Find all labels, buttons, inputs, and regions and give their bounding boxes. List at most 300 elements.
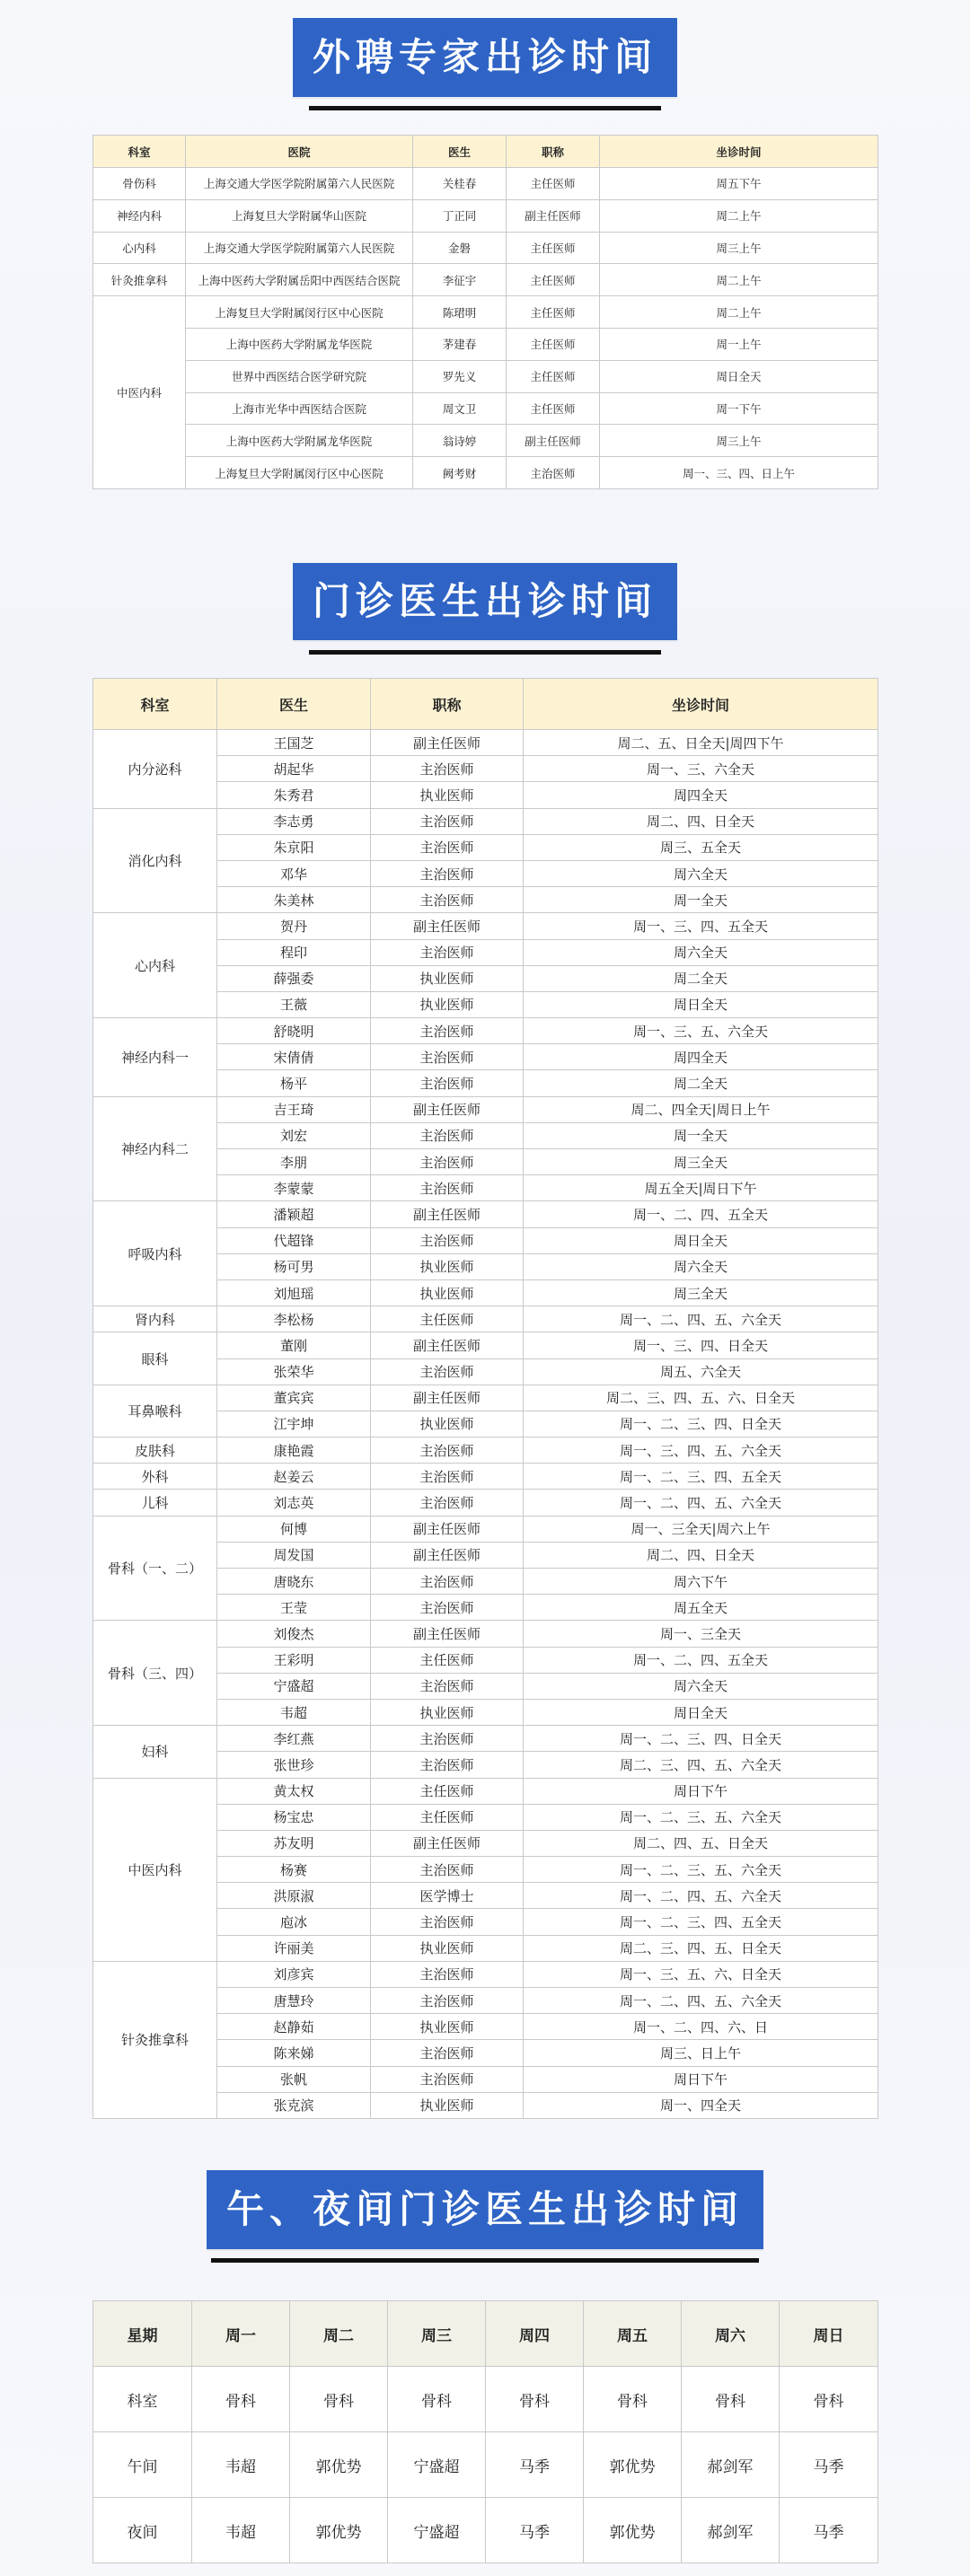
doctor-cell: 刘宏 <box>217 1122 371 1148</box>
table-row <box>93 457 878 489</box>
title-underline <box>211 2258 759 2263</box>
doctor-cell: 唐慧玲 <box>217 1988 371 2014</box>
column-header: 坐诊时间 <box>600 136 878 168</box>
time-cell: 周一、二、四、五、六全天 <box>524 1883 878 1909</box>
doctor-cell: 董刚 <box>217 1332 371 1358</box>
title-underline <box>309 106 661 110</box>
external-experts-table <box>93 135 878 489</box>
column-header: 医生 <box>413 136 507 168</box>
department-cell: 神经内科二 <box>93 1096 217 1201</box>
department-cell: 神经内科 <box>93 199 186 232</box>
time-cell: 周六全天 <box>524 1673 878 1699</box>
column-header: 职称 <box>507 136 600 168</box>
time-cell: 周二、四全天|周日上午 <box>524 1096 878 1122</box>
column-header: 坐诊时间 <box>524 679 878 730</box>
title-cell: 主治医师 <box>371 1726 524 1752</box>
table-row <box>93 913 878 939</box>
column-header: 周三 <box>388 2301 486 2367</box>
title-cell: 主治医师 <box>371 860 524 886</box>
title-cell: 主任医师 <box>507 264 600 296</box>
title-cell: 主治医师 <box>371 887 524 913</box>
table-row <box>93 425 878 457</box>
time-cell: 周一、二、三、五、六全天 <box>524 1857 878 1883</box>
title-cell: 主治医师 <box>371 939 524 965</box>
time-cell: 周三全天 <box>524 1279 878 1306</box>
department-cell: 呼吸内科 <box>93 1201 217 1306</box>
time-cell: 周一、二、三、四、日全天 <box>524 1411 878 1437</box>
doctor-cell: 罗先义 <box>413 360 507 392</box>
time-cell: 周一、二、三、五、六全天 <box>524 1804 878 1830</box>
title-cell: 执业医师 <box>371 1279 524 1306</box>
title-cell: 执业医师 <box>371 2014 524 2040</box>
time-cell: 周一、二、三、四、五全天 <box>524 1464 878 1490</box>
doctor-cell: 刘志英 <box>217 1490 371 1516</box>
doctor-cell: 贺丹 <box>217 913 371 939</box>
doctor-cell: 薛强委 <box>217 965 371 991</box>
title-cell: 主治医师 <box>371 1464 524 1490</box>
column-header: 星期 <box>93 2301 192 2367</box>
table-row <box>93 1726 878 1752</box>
hospital-cell: 上海中医药大学附属岳阳中西医结合医院 <box>186 264 413 296</box>
department-cell: 针灸推拿科 <box>93 264 186 296</box>
table-row <box>93 1332 878 1358</box>
department-cell: 骨伤科 <box>93 168 186 200</box>
title-cell: 副主任医师 <box>371 730 524 756</box>
title-cell: 主任医师 <box>507 328 600 360</box>
title-cell: 执业医师 <box>371 991 524 1017</box>
title-cell: 主治医师 <box>371 1857 524 1883</box>
doctor-cell: 舒晓明 <box>217 1018 371 1044</box>
department-cell: 针灸推拿科 <box>93 1961 217 2118</box>
table-row <box>93 264 878 296</box>
title-cell: 主治医师 <box>371 1909 524 1935</box>
doctor-cell: 茅建春 <box>413 328 507 360</box>
schedule-cell: 马季 <box>486 2432 584 2498</box>
time-cell: 周一、二、四、六、日 <box>524 2014 878 2040</box>
doctor-cell: 韦超 <box>217 1699 371 1725</box>
doctor-cell: 康艳霞 <box>217 1437 371 1464</box>
schedule-cell: 韦超 <box>192 2432 290 2498</box>
title-cell: 主治医师 <box>371 1227 524 1253</box>
doctor-cell: 王国芝 <box>217 730 371 756</box>
doctor-cell: 张荣华 <box>217 1358 371 1385</box>
column-header: 周五 <box>584 2301 682 2367</box>
table-row <box>93 2367 878 2432</box>
doctor-cell: 宋倩倩 <box>217 1044 371 1070</box>
time-cell: 周一、二、四、五、六全天 <box>524 1988 878 2014</box>
doctor-cell: 刘彦宾 <box>217 1961 371 1987</box>
table-row <box>93 2498 878 2563</box>
time-cell: 周二、四、五、日全天 <box>524 1830 878 1856</box>
department-cell: 内分泌科 <box>93 730 217 809</box>
time-cell: 周一、二、四、五、六全天 <box>524 1306 878 1332</box>
row-label-cell: 夜间 <box>93 2498 192 2563</box>
title-cell: 主治医师 <box>371 1122 524 1148</box>
table-row <box>93 296 878 329</box>
title-cell: 主任医师 <box>507 296 600 329</box>
section-title-outpatient-wrap <box>0 563 970 655</box>
time-cell: 周一、二、四、五全天 <box>524 1201 878 1227</box>
column-header: 科室 <box>93 679 217 730</box>
hospital-cell: 上海交通大学医学院附属第六人民医院 <box>186 168 413 200</box>
time-cell: 周一、三、五、六全天 <box>524 1018 878 1044</box>
evening-schedule-table <box>93 2300 878 2563</box>
hospital-cell: 上海交通大学医学院附属第六人民医院 <box>186 232 413 264</box>
title-cell: 主治医师 <box>371 1358 524 1385</box>
schedule-cell: 骨科 <box>290 2367 388 2432</box>
column-header: 职称 <box>371 679 524 730</box>
title-cell: 主治医师 <box>371 1752 524 1778</box>
schedule-cell: 马季 <box>486 2498 584 2563</box>
doctor-cell: 何博 <box>217 1516 371 1542</box>
column-header: 周日 <box>780 2301 878 2367</box>
column-header: 周六 <box>682 2301 780 2367</box>
column-header: 周四 <box>486 2301 584 2367</box>
doctor-cell: 杨宝忠 <box>217 1804 371 1830</box>
time-cell: 周三上午 <box>600 425 878 457</box>
title-cell: 副主任医师 <box>507 199 600 232</box>
time-cell: 周三、日上午 <box>524 2040 878 2066</box>
time-cell: 周日全天 <box>524 991 878 1017</box>
title-underline <box>309 650 661 655</box>
doctor-cell: 王彩明 <box>217 1647 371 1673</box>
title-cell: 主治医师 <box>371 1569 524 1595</box>
column-header: 科室 <box>93 136 186 168</box>
title-cell: 主治医师 <box>371 1595 524 1621</box>
schedule-cell: 骨科 <box>584 2367 682 2432</box>
schedule-cell: 马季 <box>780 2498 878 2563</box>
table-row <box>93 328 878 360</box>
hospital-cell: 上海复旦大学附属闵行区中心医院 <box>186 457 413 489</box>
table-row <box>93 1464 878 1490</box>
table-row <box>93 1201 878 1227</box>
time-cell: 周四全天 <box>524 782 878 808</box>
title-cell: 主任医师 <box>371 1778 524 1804</box>
title-cell: 主治医师 <box>371 1175 524 1201</box>
doctor-cell: 李征宇 <box>413 264 507 296</box>
time-cell: 周六全天 <box>524 1253 878 1279</box>
doctor-cell: 李蒙蒙 <box>217 1175 371 1201</box>
time-cell: 周二、四、日全天 <box>524 808 878 834</box>
title-cell: 副主任医师 <box>371 1621 524 1647</box>
doctor-cell: 黄太权 <box>217 1778 371 1804</box>
time-cell: 周日下午 <box>524 1778 878 1804</box>
doctor-cell: 程印 <box>217 939 371 965</box>
title-cell: 副主任医师 <box>371 1385 524 1411</box>
doctor-cell: 周发国 <box>217 1542 371 1568</box>
department-cell: 骨科（一、二） <box>93 1516 217 1621</box>
time-cell: 周一、三全天 <box>524 1621 878 1647</box>
title-cell: 主治医师 <box>371 2066 524 2092</box>
department-cell: 消化内科 <box>93 808 217 913</box>
time-cell: 周二上午 <box>600 296 878 329</box>
column-header: 周二 <box>290 2301 388 2367</box>
schedule-cell: 郝剑军 <box>682 2432 780 2498</box>
time-cell: 周三上午 <box>600 232 878 264</box>
department-cell: 外科 <box>93 1464 217 1490</box>
time-cell: 周一全天 <box>524 887 878 913</box>
doctor-cell: 李朋 <box>217 1149 371 1175</box>
doctor-cell: 王莹 <box>217 1595 371 1621</box>
doctor-cell: 杨赛 <box>217 1857 371 1883</box>
doctor-cell: 关桂春 <box>413 168 507 200</box>
department-cell: 骨科（三、四） <box>93 1621 217 1726</box>
department-cell: 眼科 <box>93 1332 217 1385</box>
title-cell: 主治医师 <box>371 1490 524 1516</box>
title-cell: 执业医师 <box>371 782 524 808</box>
time-cell: 周一下午 <box>600 392 878 425</box>
time-cell: 周二、三、四、五、六全天 <box>524 1752 878 1778</box>
title-cell: 副主任医师 <box>371 1516 524 1542</box>
department-cell: 肾内科 <box>93 1306 217 1332</box>
time-cell: 周二上午 <box>600 199 878 232</box>
time-cell: 周日全天 <box>524 1699 878 1725</box>
title-cell: 主治医师 <box>371 2040 524 2066</box>
time-cell: 周二、四、日全天 <box>524 1542 878 1568</box>
table-row <box>93 199 878 232</box>
title-cell: 执业医师 <box>371 1253 524 1279</box>
department-cell: 妇科 <box>93 1726 217 1778</box>
doctor-cell: 张帆 <box>217 2066 371 2092</box>
department-cell: 中医内科 <box>93 1778 217 1961</box>
title-cell: 主治医师 <box>371 808 524 834</box>
time-cell: 周五全天 <box>524 1595 878 1621</box>
table-row <box>93 1961 878 1987</box>
doctor-cell: 周文卫 <box>413 392 507 425</box>
title-cell: 主任医师 <box>371 1306 524 1332</box>
time-cell: 周一全天 <box>524 1122 878 1148</box>
schedule-cell: 韦超 <box>192 2498 290 2563</box>
section-title-evening: 午、夜间门诊医生出诊时间 <box>207 2170 763 2249</box>
time-cell: 周五、六全天 <box>524 1358 878 1385</box>
department-cell: 中医内科 <box>93 296 186 489</box>
department-cell: 耳鼻喉科 <box>93 1385 217 1437</box>
department-cell: 神经内科一 <box>93 1018 217 1097</box>
hospital-cell: 上海复旦大学附属华山医院 <box>186 199 413 232</box>
doctor-cell: 庖冰 <box>217 1909 371 1935</box>
doctor-cell: 李志勇 <box>217 808 371 834</box>
title-cell: 主任医师 <box>371 1647 524 1673</box>
table-row <box>93 360 878 392</box>
schedule-cell: 宁盛超 <box>388 2432 486 2498</box>
title-cell: 副主任医师 <box>371 913 524 939</box>
doctor-cell: 杨可男 <box>217 1253 371 1279</box>
time-cell: 周一、三、四、五全天 <box>524 913 878 939</box>
time-cell: 周一、三、四、五、六全天 <box>524 1437 878 1464</box>
doctor-cell: 朱京阳 <box>217 834 371 860</box>
table-row <box>93 1621 878 1647</box>
time-cell: 周一、二、四、五、六全天 <box>524 1490 878 1516</box>
schedule-cell: 骨科 <box>486 2367 584 2432</box>
table-row <box>93 2432 878 2498</box>
title-cell: 主治医师 <box>371 1673 524 1699</box>
title-cell: 主任医师 <box>507 168 600 200</box>
title-cell: 副主任医师 <box>507 425 600 457</box>
doctor-cell: 张世珍 <box>217 1752 371 1778</box>
doctor-cell: 朱美林 <box>217 887 371 913</box>
hospital-cell: 上海复旦大学附属闵行区中心医院 <box>186 296 413 329</box>
time-cell: 周日下午 <box>524 2066 878 2092</box>
schedule-cell: 郭优势 <box>584 2498 682 2563</box>
schedule-cell: 郭优势 <box>290 2498 388 2563</box>
schedule-cell: 骨科 <box>192 2367 290 2432</box>
time-cell: 周日全天 <box>524 1227 878 1253</box>
time-cell: 周四全天 <box>524 1044 878 1070</box>
table-row <box>93 1516 878 1542</box>
department-cell: 心内科 <box>93 232 186 264</box>
schedule-cell: 马季 <box>780 2432 878 2498</box>
time-cell: 周二全天 <box>524 1070 878 1096</box>
title-cell: 主治医师 <box>371 1961 524 1987</box>
row-label-cell: 午间 <box>93 2432 192 2498</box>
hospital-cell: 上海市光华中西医结合医院 <box>186 392 413 425</box>
table-row <box>93 392 878 425</box>
title-cell: 执业医师 <box>371 1411 524 1437</box>
time-cell: 周一、三、六全天 <box>524 756 878 782</box>
time-cell: 周三全天 <box>524 1149 878 1175</box>
department-cell: 心内科 <box>93 913 217 1018</box>
doctor-cell: 阙考财 <box>413 457 507 489</box>
row-label-cell: 科室 <box>93 2367 192 2432</box>
doctor-cell: 丁正同 <box>413 199 507 232</box>
table-row <box>93 1778 878 1804</box>
time-cell: 周五全天|周日下午 <box>524 1175 878 1201</box>
title-cell: 主治医师 <box>371 1437 524 1464</box>
time-cell: 周二、五、日全天|周四下午 <box>524 730 878 756</box>
table-row <box>93 1385 878 1411</box>
time-cell: 周一、二、三、四、日全天 <box>524 1726 878 1752</box>
title-cell: 执业医师 <box>371 2092 524 2118</box>
title-cell: 主任医师 <box>371 1804 524 1830</box>
doctor-cell: 唐晓东 <box>217 1569 371 1595</box>
time-cell: 周一、二、四、五全天 <box>524 1647 878 1673</box>
doctor-cell: 赵姜云 <box>217 1464 371 1490</box>
doctor-cell: 洪原淑 <box>217 1883 371 1909</box>
title-cell: 主任医师 <box>507 360 600 392</box>
doctor-cell: 陈来娣 <box>217 2040 371 2066</box>
title-cell: 副主任医师 <box>371 1096 524 1122</box>
time-cell: 周一、四全天 <box>524 2092 878 2118</box>
table-row <box>93 808 878 834</box>
table-row <box>93 232 878 264</box>
table-row <box>93 1490 878 1516</box>
title-cell: 主治医师 <box>507 457 600 489</box>
time-cell: 周二、三、四、五、六、日全天 <box>524 1385 878 1411</box>
time-cell: 周二上午 <box>600 264 878 296</box>
schedule-cell: 骨科 <box>780 2367 878 2432</box>
table-row <box>93 1096 878 1122</box>
doctor-cell: 董宾宾 <box>217 1385 371 1411</box>
doctor-cell: 金磐 <box>413 232 507 264</box>
time-cell: 周一、二、三、四、五全天 <box>524 1909 878 1935</box>
time-cell: 周六全天 <box>524 939 878 965</box>
department-cell: 儿科 <box>93 1490 217 1516</box>
column-header: 医生 <box>217 679 371 730</box>
column-header: 周一 <box>192 2301 290 2367</box>
time-cell: 周五下午 <box>600 168 878 200</box>
doctor-cell: 李红燕 <box>217 1726 371 1752</box>
title-cell: 主治医师 <box>371 1018 524 1044</box>
time-cell: 周六下午 <box>524 1569 878 1595</box>
section-title-external: 外聘专家出诊时间 <box>293 18 677 97</box>
title-cell: 主治医师 <box>371 1988 524 2014</box>
title-cell: 主治医师 <box>371 834 524 860</box>
title-cell: 副主任医师 <box>371 1332 524 1358</box>
doctor-cell: 江宇坤 <box>217 1411 371 1437</box>
doctor-cell: 邓华 <box>217 860 371 886</box>
table-row <box>93 1306 878 1332</box>
schedule-cell: 骨科 <box>682 2367 780 2432</box>
doctor-cell: 王薇 <box>217 991 371 1017</box>
doctor-cell: 杨平 <box>217 1070 371 1096</box>
doctor-cell: 刘旭瑶 <box>217 1279 371 1306</box>
hospital-cell: 上海中医药大学附属龙华医院 <box>186 328 413 360</box>
table-row <box>93 168 878 200</box>
doctor-cell: 潘颖超 <box>217 1201 371 1227</box>
hospital-cell: 世界中西医结合医学研究院 <box>186 360 413 392</box>
doctor-cell: 代超锋 <box>217 1227 371 1253</box>
time-cell: 周一、三全天|周六上午 <box>524 1516 878 1542</box>
schedule-cell: 宁盛超 <box>388 2498 486 2563</box>
doctor-cell: 张克滨 <box>217 2092 371 2118</box>
doctor-cell: 宁盛超 <box>217 1673 371 1699</box>
title-cell: 主任医师 <box>507 232 600 264</box>
doctor-cell: 李松杨 <box>217 1306 371 1332</box>
table-row <box>93 1018 878 1044</box>
time-cell: 周日全天 <box>600 360 878 392</box>
title-cell: 执业医师 <box>371 1935 524 1961</box>
section-title-external-wrap <box>0 18 970 110</box>
time-cell: 周一、三、五、六、日全天 <box>524 1961 878 1987</box>
title-cell: 执业医师 <box>371 965 524 991</box>
time-cell: 周六全天 <box>524 860 878 886</box>
section-title-evening-wrap <box>0 2170 970 2263</box>
title-cell: 主治医师 <box>371 756 524 782</box>
time-cell: 周一、三、四、日全天 <box>524 1332 878 1358</box>
time-cell: 周二全天 <box>524 965 878 991</box>
column-header: 医院 <box>186 136 413 168</box>
time-cell: 周一、三、四、日上午 <box>600 457 878 489</box>
time-cell: 周三、五全天 <box>524 834 878 860</box>
title-cell: 副主任医师 <box>371 1201 524 1227</box>
time-cell: 周一上午 <box>600 328 878 360</box>
hospital-cell: 上海中医药大学附属龙华医院 <box>186 425 413 457</box>
title-cell: 医学博士 <box>371 1883 524 1909</box>
doctor-cell: 赵静茹 <box>217 2014 371 2040</box>
schedule-cell: 郝剑军 <box>682 2498 780 2563</box>
title-cell: 主任医师 <box>507 392 600 425</box>
doctor-cell: 许丽美 <box>217 1935 371 1961</box>
department-cell: 皮肤科 <box>93 1437 217 1464</box>
time-cell: 周二、三、四、五、日全天 <box>524 1935 878 1961</box>
schedule-cell: 骨科 <box>388 2367 486 2432</box>
doctor-cell: 刘俊杰 <box>217 1621 371 1647</box>
title-cell: 主治医师 <box>371 1044 524 1070</box>
table-row <box>93 1437 878 1464</box>
title-cell: 执业医师 <box>371 1699 524 1725</box>
doctor-cell: 朱秀君 <box>217 782 371 808</box>
doctor-cell: 吉王琦 <box>217 1096 371 1122</box>
title-cell: 主治医师 <box>371 1149 524 1175</box>
title-cell: 主治医师 <box>371 1070 524 1096</box>
outpatient-doctors-table <box>93 678 878 2119</box>
table-row <box>93 730 878 756</box>
doctor-cell: 陈珺明 <box>413 296 507 329</box>
title-cell: 副主任医师 <box>371 1542 524 1568</box>
schedule-cell: 郭优势 <box>584 2432 682 2498</box>
section-title-outpatient: 门诊医生出诊时间 <box>293 563 677 640</box>
doctor-cell: 胡起华 <box>217 756 371 782</box>
